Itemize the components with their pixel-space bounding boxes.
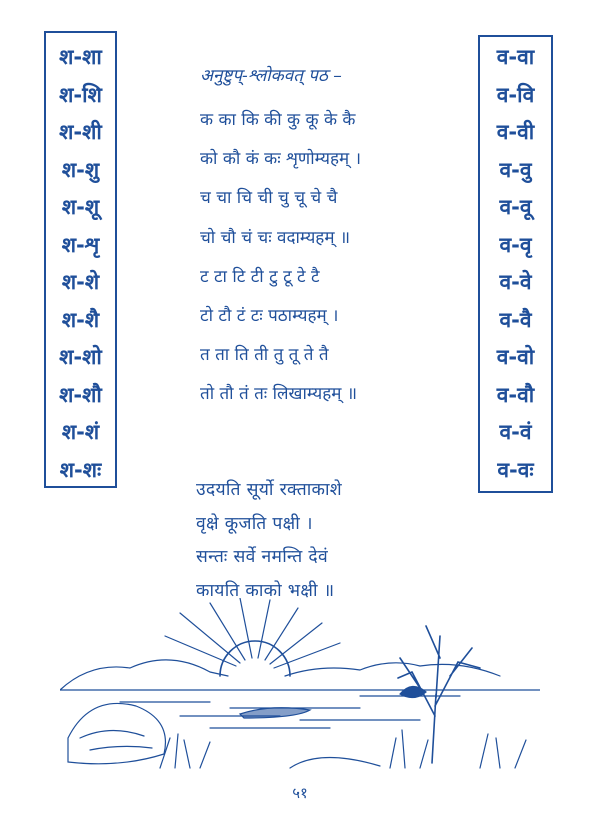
poem-line: सन्तः सर्वे नमन्ति देवं: [196, 547, 328, 567]
verse-line: क का कि की कु कू के कै: [200, 110, 356, 130]
sha-syllable: श-शी: [59, 120, 102, 144]
va-syllable: व-वू: [499, 195, 532, 219]
sha-syllable-column: [44, 31, 117, 488]
grass: [160, 730, 526, 768]
verse-line: ट टा टि टी टु टू टे टै: [200, 266, 320, 287]
sha-syllable: श-शः: [59, 457, 102, 482]
verse-line: चो चौ चं चः वदाम्यहम् ॥: [200, 227, 351, 248]
poem-line: उदयति सूर्यो रक्ताकाशे: [196, 480, 342, 500]
verse-line: को कौ कं कः शृणोम्यहम् ।: [200, 149, 362, 170]
rock: [68, 703, 165, 763]
verse-line: त ता ति ती तु तू ते तै: [200, 345, 329, 366]
va-syllable: व-वु: [499, 157, 532, 182]
va-syllable: व-वः: [497, 457, 534, 482]
va-syllable: व-वो: [496, 345, 535, 369]
sha-syllable: श-शु: [61, 157, 100, 182]
sha-syllable: श-शो: [59, 345, 102, 369]
mountains: [60, 660, 500, 690]
va-syllable: व-वि: [496, 82, 535, 107]
sun-rays: [165, 598, 340, 668]
va-syllable: व-वा: [496, 45, 535, 69]
va-syllable: व-वै: [499, 307, 532, 332]
sha-syllable: श-शू: [61, 195, 100, 219]
va-syllable: व-वे: [499, 270, 532, 294]
va-syllable-column: [478, 35, 553, 493]
va-syllable: व-वं: [499, 420, 532, 444]
va-syllable: व-वौ: [496, 382, 535, 407]
sha-syllable: श-शे: [61, 270, 100, 294]
va-syllable: व-वी: [496, 120, 535, 144]
sha-syllable: श-शं: [61, 420, 100, 444]
sha-syllable: श-शै: [61, 307, 100, 332]
sha-syllable: श-शौ: [59, 382, 102, 407]
sha-syllable: श-शा: [59, 45, 102, 69]
recitation-heading: अनुष्टुप्-श्लोकवत् पठ –: [200, 66, 342, 86]
syllable-verse: [200, 101, 361, 415]
page-number: ५१: [292, 784, 308, 802]
sunrise-poem: [196, 474, 342, 608]
va-syllable: व-वृ: [499, 232, 532, 257]
sha-syllable: श-शृ: [61, 232, 100, 257]
sunrise-landscape-illustration: [60, 598, 540, 770]
poem-line: वृक्षे कूजति पक्षी ।: [196, 513, 313, 534]
sha-syllable: श-शि: [59, 82, 102, 107]
sun: [220, 641, 290, 676]
boat-island: [240, 708, 310, 718]
verse-line: च चा चि ची चु चू चे चै: [200, 188, 338, 209]
verse-line: टो टौ टं टः पठाम्यहम् ।: [200, 306, 339, 327]
poem-line: कायति काको भक्षी ॥: [196, 580, 335, 601]
verse-line: तो तौ तं तः लिखाम्यहम् ॥: [200, 384, 358, 405]
